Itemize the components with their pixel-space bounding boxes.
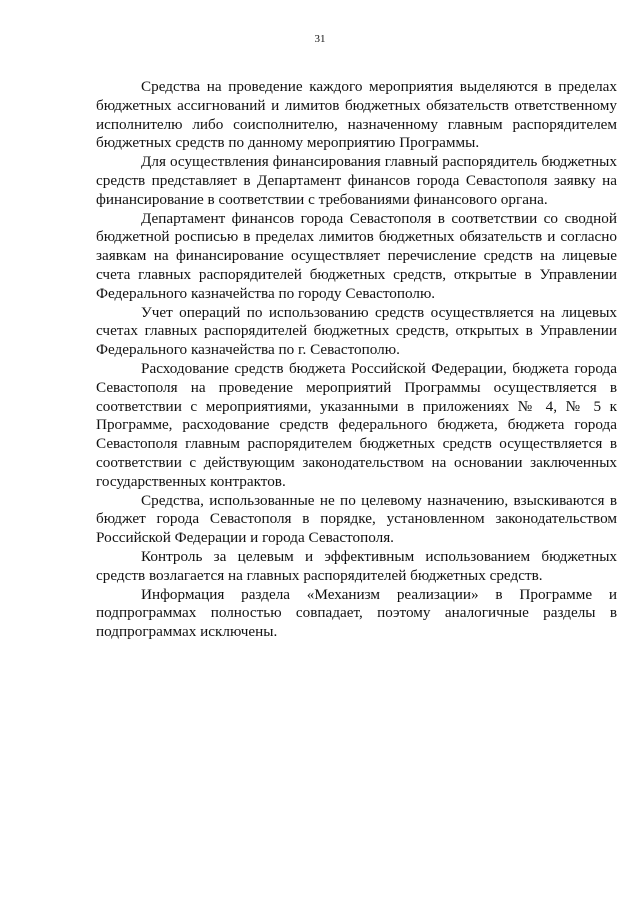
paragraph-budget-spending: Расходование средств бюджета Российской Федерации, бюджета города Севастополя на проведение мероприятий Программы осуществляется в соответствии с мероприятиями, указанными в приложениях № 4, № 5 к Программе, расходование средств федерального бюджета, бюджета города Севастополя главным распорядителем бюджетных средств осуществляется в соответствии с действующим законодательством на основании заключенных государственных контрактов. xyxy=(96,359,617,490)
paragraph-financing-request: Для осуществления финансирования главный распорядитель бюджетных средств представляет в Департамент финансов города Севастополя заявку на финансирование в соответствии с требованиями финансового органа. xyxy=(96,153,617,208)
page-number: 31 xyxy=(314,33,326,45)
paragraph-implementation-mechanism: Информация раздела «Механизм реализации» в Программе и подпрограммах полностью совпадает, поэтому аналогичные разделы в подпрограммах исключены. xyxy=(96,585,617,641)
paragraph-funding-allocation: Средства на проведение каждого мероприятия выделяются в пределах бюджетных ассигнований и лимитов бюджетных обязательств ответственному исполнителю либо соисполнителю, назначенному главным распорядителем бюджетных средств по данному мероприятию Программы. xyxy=(96,78,617,152)
paragraph-operations-accounting: Учет операций по использованию средств осуществляется на лицевых счетах главных распорядителей бюджетных средств, открытых в Управлении Федерального казначейства по г. Севастополю. xyxy=(96,303,617,359)
paragraph-misused-funds: Средства, использованные не по целевому назначению, взыскиваются в бюджет города Севастополя в порядке, установленном законодательством Российской Федерации и города Севастополя. xyxy=(96,491,617,547)
paragraph-control: Контроль за целевым и эффективным использованием бюджетных средств возлагается на главных распорядителей бюджетных средств. xyxy=(96,547,617,584)
document-body xyxy=(96,78,617,642)
paragraph-finance-department-transfer: Департамент финансов города Севастополя в соответствии со сводной бюджетной росписью в пределах лимитов бюджетных обязательств и согласно заявкам на финансирование осуществляет перечисление средств на лицевые счета главных распорядителей бюджетных средств, открытые в Управлении Федерального казначейства по городу Севастополю. xyxy=(96,209,617,302)
